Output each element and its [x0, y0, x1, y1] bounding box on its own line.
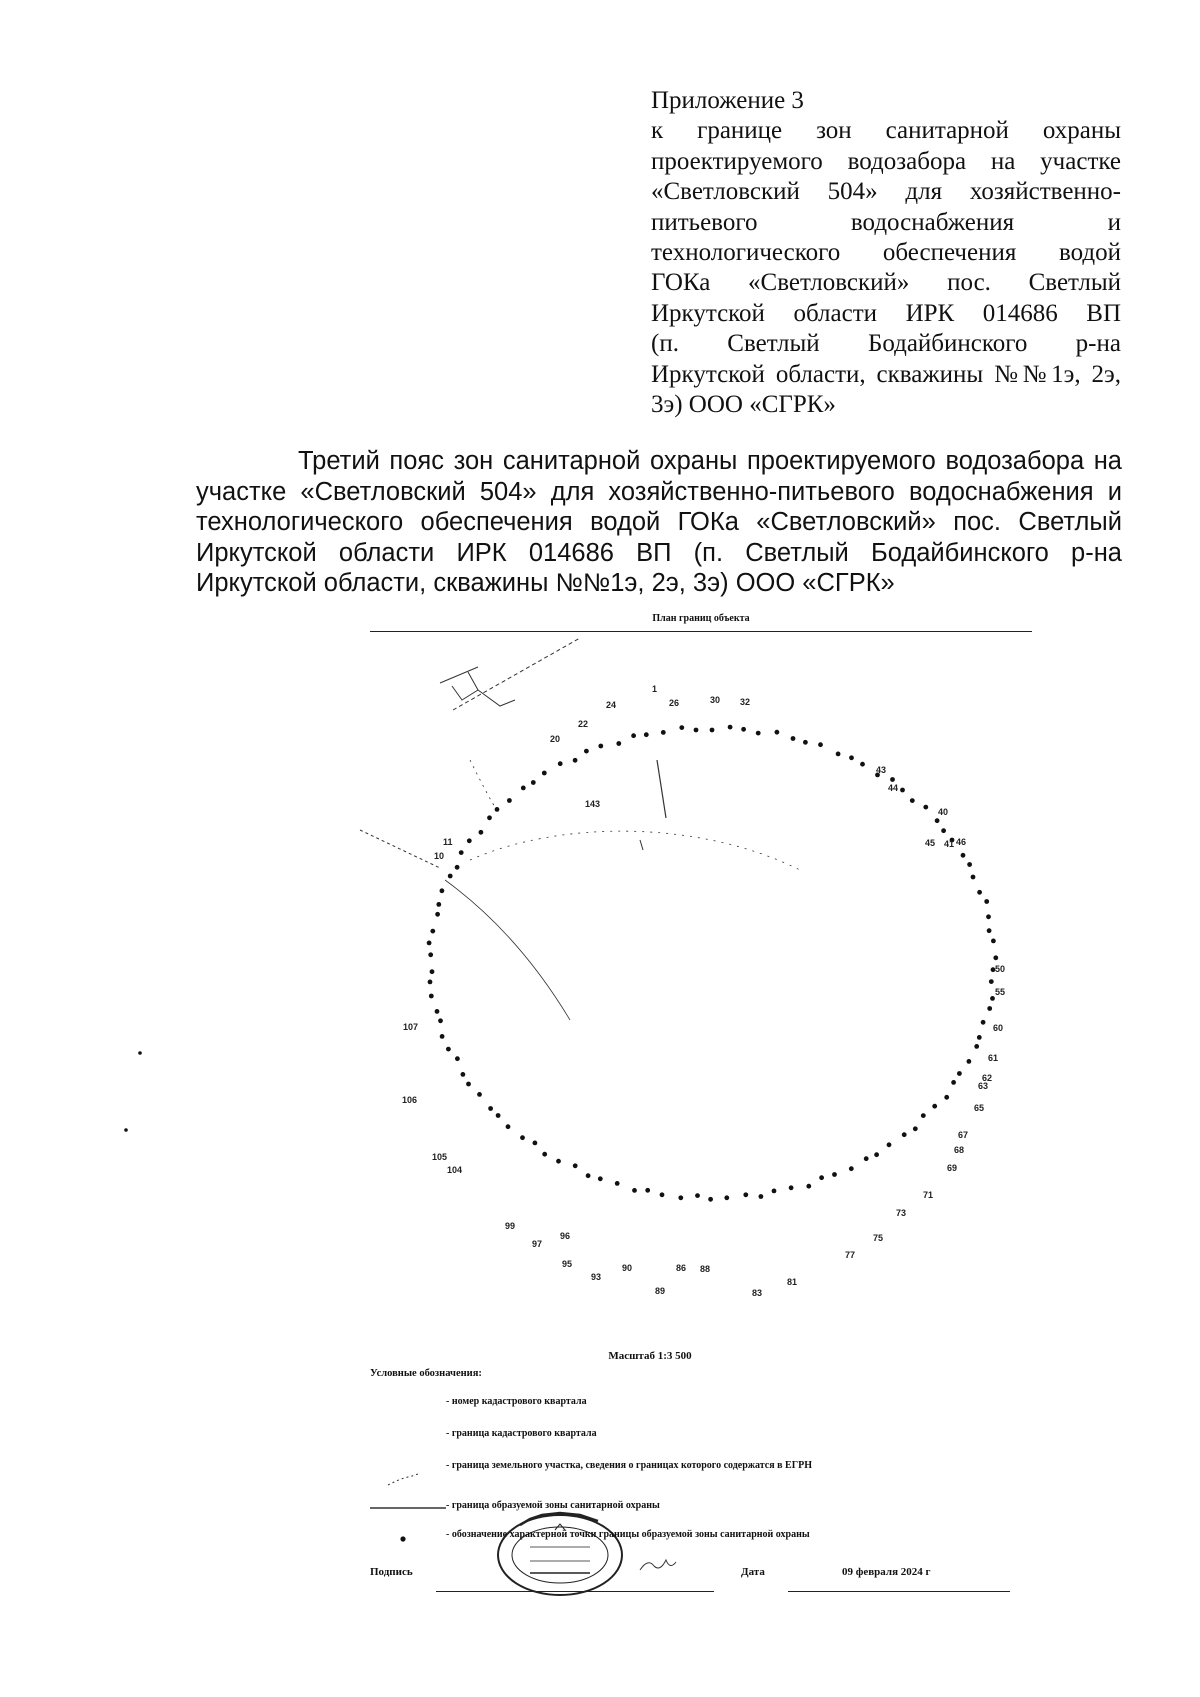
boundary-point — [849, 755, 854, 760]
legend-item-zone-boundary: - граница образуемой зоны санитарной охраны — [446, 1500, 660, 1511]
boundary-point — [849, 1166, 854, 1171]
boundary-point — [695, 1193, 700, 1198]
point-label: 30 — [710, 695, 721, 705]
title-line: участке «Светловский 504» для хозяйственно-питьевого водоснабжения и — [196, 477, 1122, 506]
boundary-point — [496, 1113, 501, 1118]
boundary-point — [864, 1156, 869, 1161]
appendix-line: питьевого водоснабжения и — [651, 208, 1121, 236]
boundary-point — [645, 1188, 650, 1193]
point-label: 81 — [787, 1277, 798, 1287]
boundary-point — [487, 815, 492, 820]
title-line: Иркутской области ИРК 014686 ВП (п. Светлый Бодайбинского р-на — [196, 538, 1122, 567]
boundary-point — [435, 1009, 440, 1014]
point-label: 69 — [947, 1163, 958, 1173]
boundary-point — [467, 838, 472, 843]
boundary-point — [993, 955, 998, 960]
boundary-point — [708, 1197, 713, 1202]
boundary-point — [836, 752, 841, 757]
point-label: 77 — [845, 1250, 856, 1260]
boundary-point — [772, 1189, 777, 1194]
boundary-point — [556, 1159, 561, 1164]
boundary-point — [832, 1172, 837, 1177]
boundary-point — [987, 1006, 992, 1011]
boundary-point — [448, 874, 453, 879]
point-label: 63 — [978, 1081, 989, 1091]
legend-item-quarter-boundary: - граница кадастрового квартала — [446, 1428, 597, 1439]
point-label: 61 — [988, 1053, 999, 1063]
boundary-point — [944, 1095, 949, 1100]
point-label: 106 — [402, 1095, 418, 1105]
boundary-point — [661, 730, 666, 735]
boundary-point — [430, 969, 435, 974]
boundary-point — [900, 788, 905, 793]
boundary-point — [632, 1188, 637, 1193]
boundary-point — [479, 830, 484, 835]
boundary-point — [710, 728, 715, 733]
boundary-point — [977, 890, 982, 895]
point-label: 46 — [956, 837, 967, 847]
point-label: 65 — [974, 1103, 985, 1113]
boundary-point — [495, 807, 500, 812]
appendix-line: «Светловский 504» для хозяйственно- — [651, 178, 1121, 206]
boundary-points — [427, 725, 998, 1202]
boundary-point — [616, 741, 621, 746]
boundary-point — [759, 1194, 764, 1199]
point-label: 90 — [622, 1263, 633, 1273]
point-label: 22 — [578, 719, 589, 729]
point-label: 99 — [505, 1221, 516, 1231]
point-label: 95 — [562, 1259, 573, 1269]
point-labels — [402, 684, 1005, 1298]
boundary-point — [989, 979, 994, 984]
boundary-point — [615, 1181, 620, 1186]
point-label: 105 — [432, 1152, 448, 1162]
point-label: 24 — [606, 700, 617, 710]
handwritten-signature — [640, 1560, 676, 1570]
plan-scale: Масштаб 1:3 500 — [608, 1350, 692, 1362]
boundary-point — [819, 1175, 824, 1180]
title-line: технологического обеспечения водой ГОКа «Светловский» пос. Светлый — [196, 508, 1122, 536]
point-label: 11 — [443, 837, 453, 847]
point-label: 143 — [585, 799, 601, 809]
boundary-point — [533, 1141, 538, 1146]
point-label: 93 — [591, 1272, 602, 1282]
boundary-point — [598, 744, 603, 749]
boundary-point — [430, 929, 435, 934]
boundary-point — [803, 740, 808, 745]
date-value: 09 февраля 2024 г — [842, 1566, 931, 1578]
signature-label: Подпись — [370, 1566, 413, 1578]
boundary-point — [887, 1142, 892, 1147]
point-label: 71 — [923, 1190, 934, 1200]
appendix-line: (п. Светлый Бодайбинского р-на — [651, 330, 1121, 358]
boundary-point — [974, 1044, 979, 1049]
point-label: 104 — [447, 1165, 463, 1175]
boundary-point — [446, 1047, 451, 1052]
boundary-point — [455, 1056, 460, 1061]
title-line: Иркутской области, скважины №№1э, 2э, 3э) ООО «СГРК» — [196, 569, 895, 597]
point-label: 44 — [888, 783, 899, 793]
boundary-point — [923, 805, 928, 810]
appendix-line: к границе зон санитарной охраны — [651, 117, 1121, 145]
appendix-line: Иркутской области, скважины №№1э, 2э, — [651, 360, 1121, 388]
point-label: 1 — [652, 684, 658, 694]
boundary-point — [957, 1071, 962, 1076]
boundary-point — [806, 1184, 811, 1189]
boundary-point — [951, 1080, 956, 1085]
boundary-point — [981, 1020, 986, 1025]
boundary-point — [506, 1124, 511, 1129]
legend-symbols — [124, 1051, 446, 1541]
point-label: 97 — [532, 1239, 543, 1249]
point-label: 26 — [669, 698, 680, 708]
boundary-point — [860, 762, 865, 767]
point-label: 40 — [938, 807, 949, 817]
appendix-line: Приложение 3 — [651, 87, 804, 114]
point-label: 83 — [752, 1288, 763, 1298]
appendix-line: Иркутской области ИРК 014686 ВП — [651, 299, 1121, 327]
boundary-point — [756, 731, 761, 736]
title-line: Третий пояс зон санитарной охраны проектируемого водозабора на — [298, 447, 1122, 475]
boundary-point — [913, 1126, 918, 1131]
point-label: 62 — [982, 1073, 993, 1083]
boundary-point — [459, 850, 464, 855]
boundary-point — [694, 728, 699, 733]
boundary-point — [921, 1113, 926, 1118]
boundary-point — [631, 733, 636, 738]
point-label: 67 — [958, 1130, 969, 1140]
point-label: 88 — [700, 1264, 711, 1274]
appendix-line: 3э) ООО «СГРК» — [651, 391, 836, 419]
boundary-point — [466, 1082, 471, 1087]
plan-header: План границ объекта — [370, 613, 1032, 632]
boundary-point — [428, 952, 433, 957]
boundary-point — [455, 865, 460, 870]
boundary-point — [941, 828, 946, 833]
boundary-point — [971, 875, 976, 880]
date-label: Дата — [741, 1566, 765, 1578]
appendix-line: технологического обеспечения водой — [651, 239, 1121, 267]
stamp-seal — [498, 1513, 622, 1595]
point-label: 60 — [993, 1023, 1004, 1033]
boundary-point — [573, 758, 578, 763]
boundary-point — [724, 1195, 729, 1200]
boundary-point — [584, 749, 589, 754]
appendix-line: ГОКа «Светловский» пос. Светлый — [651, 269, 1121, 297]
boundary-point — [488, 1106, 493, 1111]
boundary-point — [902, 1132, 907, 1137]
boundary-point — [935, 818, 940, 823]
boundary-point — [558, 761, 563, 766]
boundary-point — [586, 1173, 591, 1178]
point-label: 68 — [954, 1145, 965, 1155]
boundary-point — [818, 742, 823, 747]
boundary-point — [961, 853, 966, 858]
boundary-point — [741, 727, 746, 732]
point-label: 107 — [403, 1022, 419, 1032]
boundary-point — [644, 732, 649, 737]
date-line — [788, 1591, 1010, 1592]
boundary-point — [987, 928, 992, 933]
boundary-point — [991, 939, 996, 944]
boundary-point — [598, 1176, 603, 1181]
point-label: 41 — [944, 839, 955, 849]
boundary-point — [932, 1104, 937, 1109]
point-label: 96 — [560, 1231, 571, 1241]
boundary-point — [678, 1195, 683, 1200]
boundary-point — [435, 912, 440, 917]
point-label: 10 — [434, 851, 445, 861]
point-label: 45 — [925, 838, 936, 848]
point-label: 32 — [740, 697, 751, 707]
point-label: 55 — [995, 987, 1006, 997]
boundary-point — [440, 888, 445, 893]
boundary-point — [531, 780, 536, 785]
boundary-point — [428, 980, 433, 985]
boundary-point — [679, 725, 684, 730]
boundary-point — [520, 1135, 525, 1140]
boundary-point — [874, 1152, 879, 1157]
boundary-point — [436, 902, 441, 907]
point-label: 20 — [550, 734, 561, 744]
boundary-point — [573, 1163, 578, 1168]
boundary-point — [977, 1035, 982, 1040]
boundary-point — [429, 994, 434, 999]
boundary-point — [542, 1152, 547, 1157]
boundary-point — [542, 771, 547, 776]
point-label: 86 — [676, 1263, 687, 1273]
boundary-point — [477, 1092, 482, 1097]
boundary-point — [461, 1072, 466, 1077]
boundary-point — [743, 1192, 748, 1197]
boundary-point — [660, 1192, 665, 1197]
legend-item-point-marker: - обозначение характерной точки границы образуемой зоны санитарной охраны — [446, 1529, 810, 1540]
point-label: 50 — [995, 964, 1006, 974]
legend-item-parcel-boundary: - граница земельного участка, сведения о границах которого содержатся в ЕГРН — [446, 1460, 812, 1471]
cadastral-lines — [360, 638, 800, 1020]
boundary-point — [986, 914, 991, 919]
boundary-point — [728, 725, 733, 730]
boundary-point — [967, 862, 972, 867]
boundary-point — [521, 786, 526, 791]
boundary-point — [427, 941, 432, 946]
boundary-point — [789, 1185, 794, 1190]
boundary-point — [890, 777, 895, 782]
boundary-point — [967, 1059, 972, 1064]
boundary-point — [984, 899, 989, 904]
legend-title: Условные обозначения: — [370, 1368, 482, 1379]
boundary-point — [438, 1018, 443, 1023]
boundary-point — [775, 730, 780, 735]
legend-item-quarter-number: - номер кадастрового квартала — [446, 1396, 587, 1407]
boundary-point — [910, 798, 915, 803]
signature-line — [436, 1591, 714, 1592]
boundary-point — [507, 798, 512, 803]
boundary-point — [440, 1034, 445, 1039]
point-label: 73 — [896, 1208, 907, 1218]
boundary-point — [791, 736, 796, 741]
point-label: 43 — [876, 765, 887, 775]
appendix-line: проектируемого водозабора на участке — [651, 147, 1121, 175]
point-label: 75 — [873, 1233, 884, 1243]
point-label: 89 — [655, 1286, 666, 1296]
